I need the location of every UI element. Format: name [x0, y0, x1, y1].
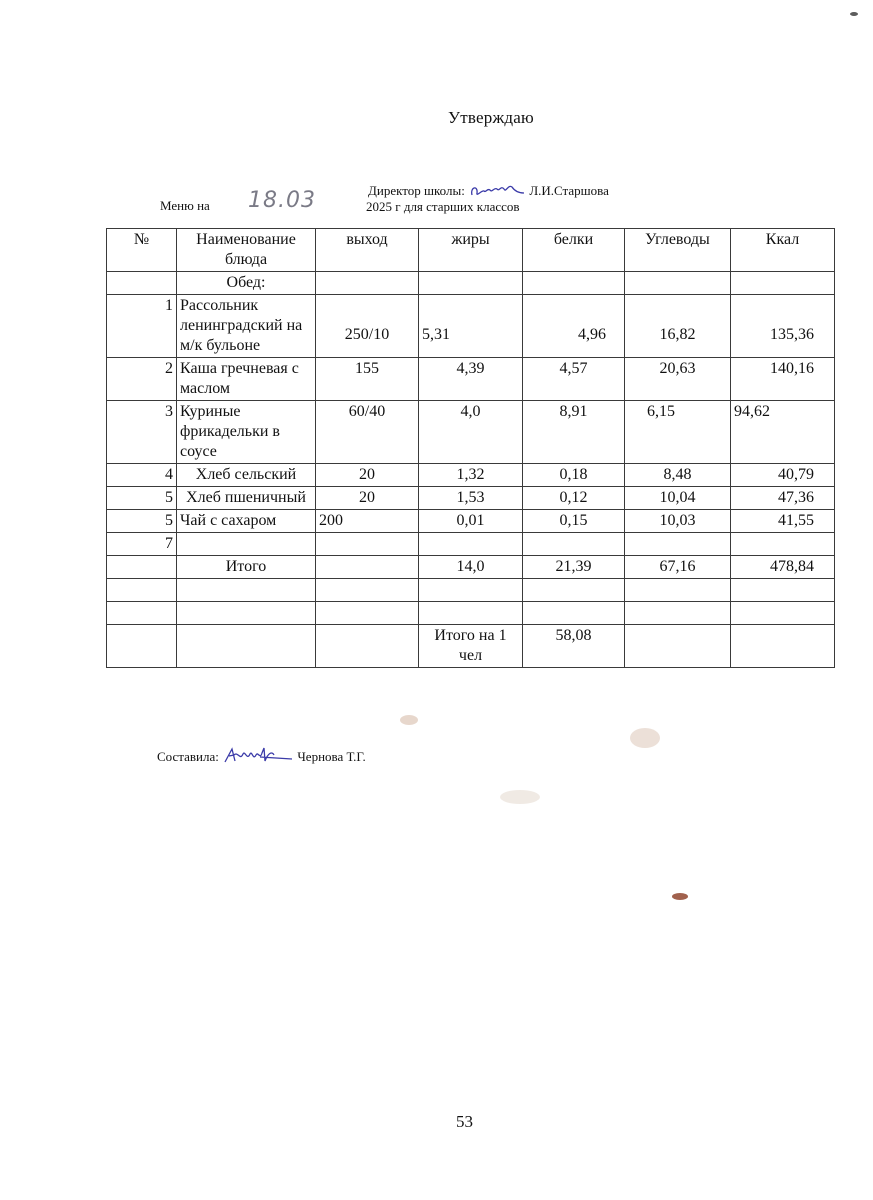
table-row — [107, 487, 835, 510]
compiled-label: Составила: — [157, 749, 219, 764]
row-number: 4 — [107, 464, 177, 487]
section-row — [107, 272, 835, 295]
menu-date: 18.03 — [248, 188, 316, 213]
table-header-row — [107, 229, 835, 272]
empty-cell — [316, 556, 419, 579]
col-header-number: № — [107, 229, 177, 272]
table-row — [107, 533, 835, 556]
compiled-name: Чернова Т.Г. — [297, 749, 366, 764]
dish-output: 20 — [316, 464, 419, 487]
dish-fat: 1,32 — [419, 464, 523, 487]
table-row — [107, 401, 835, 464]
empty-cell — [523, 602, 625, 625]
dish-fat: 0,01 — [419, 510, 523, 533]
empty-cell — [731, 625, 835, 668]
dish-carbs — [625, 533, 731, 556]
stain-mark — [850, 12, 858, 16]
table-row — [107, 358, 835, 401]
dish-fat: 4,39 — [419, 358, 523, 401]
dish-name: Куриные фрикадельки в соусе — [177, 401, 316, 464]
dish-output: 250/10 — [316, 295, 419, 358]
dish-carbs: 10,04 — [625, 487, 731, 510]
empty-cell — [731, 579, 835, 602]
col-header-name: Наименование блюда — [177, 229, 316, 272]
empty-cell — [107, 602, 177, 625]
empty-cell — [523, 272, 625, 295]
menu-on-label: Меню на — [160, 198, 210, 213]
year-class-line: 2025 г для старших классов — [366, 199, 520, 214]
director-signature — [468, 181, 526, 201]
empty-cell — [419, 579, 523, 602]
dish-fat: 5,31 — [419, 295, 523, 358]
dish-name: Каша гречневая с маслом — [177, 358, 316, 401]
per-person-row — [107, 625, 835, 668]
dish-kcal: 94,62 — [731, 401, 835, 464]
empty-cell — [625, 602, 731, 625]
dish-kcal: 40,79 — [731, 464, 835, 487]
total-fat: 14,0 — [419, 556, 523, 579]
empty-cell — [316, 625, 419, 668]
empty-cell — [316, 272, 419, 295]
dish-fat: 1,53 — [419, 487, 523, 510]
approve-heading: Утверждаю — [448, 108, 534, 127]
empty-cell — [107, 625, 177, 668]
table-row — [107, 464, 835, 487]
empty-cell — [177, 625, 316, 668]
dish-protein: 8,91 — [523, 401, 625, 464]
stain-mark — [400, 715, 418, 725]
dish-carbs: 8,48 — [625, 464, 731, 487]
dish-protein: 0,12 — [523, 487, 625, 510]
dish-kcal: 135,36 — [731, 295, 835, 358]
total-row — [107, 556, 835, 579]
col-header-fat: жиры — [419, 229, 523, 272]
blank-row — [107, 579, 835, 602]
col-header-output: выход — [316, 229, 419, 272]
dish-name: Чай с сахаром — [177, 510, 316, 533]
row-number: 3 — [107, 401, 177, 464]
director-name: Л.И.Старшова — [529, 183, 609, 198]
empty-cell — [107, 556, 177, 579]
stain-mark — [672, 893, 688, 900]
dish-name: Хлеб сельский — [177, 464, 316, 487]
blank-row — [107, 602, 835, 625]
dish-kcal: 140,16 — [731, 358, 835, 401]
dish-protein: 0,15 — [523, 510, 625, 533]
dish-kcal: 41,55 — [731, 510, 835, 533]
empty-cell — [107, 579, 177, 602]
dish-output: 200 — [316, 510, 419, 533]
dish-output: 20 — [316, 487, 419, 510]
row-number: 1 — [107, 295, 177, 358]
empty-cell — [625, 579, 731, 602]
dish-fat — [419, 533, 523, 556]
per-person-value: 58,08 — [523, 625, 625, 668]
stain-mark — [630, 728, 660, 748]
per-person-label: Итого на 1 чел — [419, 625, 523, 668]
empty-cell — [316, 579, 419, 602]
table-row — [107, 510, 835, 533]
empty-cell — [625, 272, 731, 295]
empty-cell — [523, 579, 625, 602]
empty-cell — [419, 272, 523, 295]
director-label: Директор школы: — [368, 183, 465, 198]
col-header-kcal: Ккал — [731, 229, 835, 272]
dish-name — [177, 533, 316, 556]
empty-cell — [177, 602, 316, 625]
row-number: 2 — [107, 358, 177, 401]
empty-cell — [625, 625, 731, 668]
total-carbs: 67,16 — [625, 556, 731, 579]
compiled-by-line — [157, 745, 366, 767]
dish-output: 60/40 — [316, 401, 419, 464]
total-kcal: 478,84 — [731, 556, 835, 579]
dish-fat: 4,0 — [419, 401, 523, 464]
dish-name: Хлеб пшеничный — [177, 487, 316, 510]
dish-carbs: 10,03 — [625, 510, 731, 533]
empty-cell — [316, 602, 419, 625]
dish-carbs: 20,63 — [625, 358, 731, 401]
dish-output — [316, 533, 419, 556]
stain-mark — [500, 790, 540, 804]
row-number: 5 — [107, 510, 177, 533]
table-row — [107, 295, 835, 358]
empty-cell — [419, 602, 523, 625]
director-line — [368, 181, 609, 201]
empty-cell — [177, 579, 316, 602]
col-header-protein: белки — [523, 229, 625, 272]
dish-protein: 4,57 — [523, 358, 625, 401]
row-number: 5 — [107, 487, 177, 510]
dish-carbs: 16,82 — [625, 295, 731, 358]
dish-protein — [523, 533, 625, 556]
dish-kcal — [731, 533, 835, 556]
section-label: Обед: — [177, 272, 316, 295]
compiler-signature — [222, 745, 294, 767]
empty-cell — [731, 602, 835, 625]
total-label: Итого — [177, 556, 316, 579]
empty-cell — [731, 272, 835, 295]
dish-name: Рассольник ленинградский на м/к бульоне — [177, 295, 316, 358]
dish-output: 155 — [316, 358, 419, 401]
menu-table — [106, 228, 835, 668]
dish-protein: 0,18 — [523, 464, 625, 487]
page-number: 53 — [456, 1112, 473, 1131]
total-protein: 21,39 — [523, 556, 625, 579]
row-number: 7 — [107, 533, 177, 556]
col-header-carbs: Углеводы — [625, 229, 731, 272]
dish-kcal: 47,36 — [731, 487, 835, 510]
dish-protein: 4,96 — [523, 295, 625, 358]
empty-cell — [107, 272, 177, 295]
dish-carbs: 6,15 — [625, 401, 731, 464]
